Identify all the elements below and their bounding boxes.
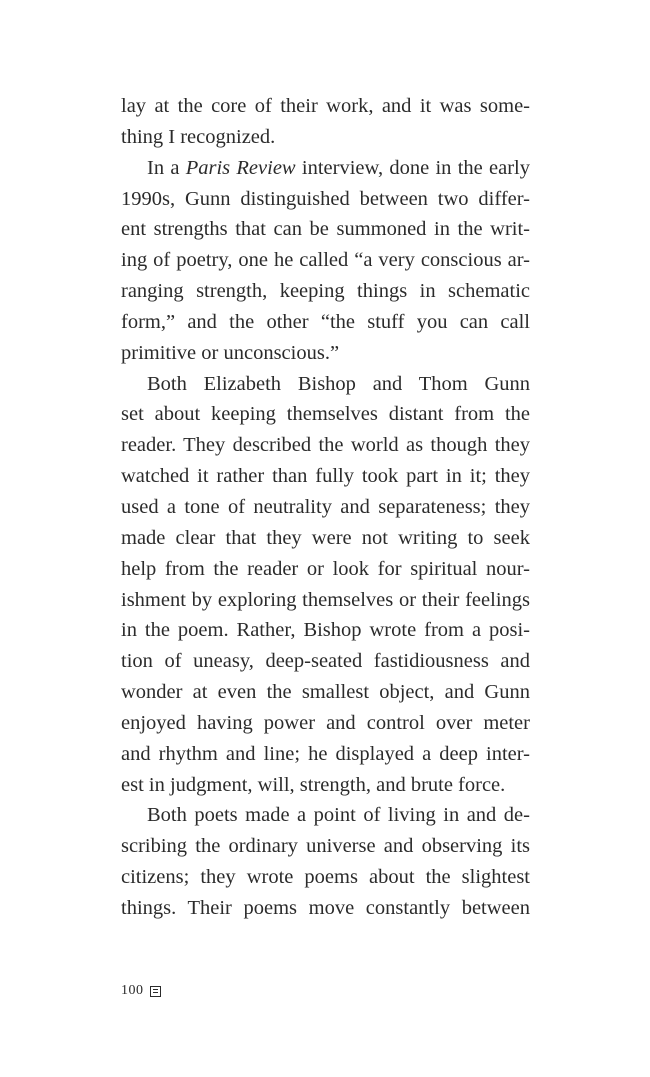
text-line: 1990s, Gunn distinguished between two differ- xyxy=(121,187,530,210)
page-footer xyxy=(121,981,161,1001)
text-line: ing of poetry, one he called “a very conscious ar- xyxy=(121,249,530,272)
text-line: scribing the ordinary universe and observing its xyxy=(121,835,530,858)
page-number: 100 xyxy=(121,983,144,998)
italic-title: Paris Review xyxy=(185,156,296,179)
text-line: made clear that they were not writing to seek xyxy=(121,526,530,549)
page-icon xyxy=(150,986,161,997)
text-line: wonder at even the smallest object, and Gunn xyxy=(121,681,530,704)
body-text xyxy=(121,91,530,924)
text-line: in the poem. Rather, Bishop wrote from a posi- xyxy=(121,619,530,642)
text-line: enjoyed having power and control over meter xyxy=(121,711,530,734)
text-line: est in judgment, will, strength, and brute force. xyxy=(121,773,506,796)
text-fragment: In a xyxy=(147,156,186,179)
text-line: ent strengths that can be summoned in the writ- xyxy=(121,218,530,241)
text-line: watched it rather than fully took part in it; they xyxy=(121,465,530,488)
text-line: reader. They described the world as though they xyxy=(121,434,530,457)
text-line: things. Their poems move constantly between xyxy=(121,896,530,919)
text-line: and rhythm and line; he displayed a deep inter- xyxy=(121,742,530,765)
text-line: form,” and the other “the stuff you can call xyxy=(121,310,530,333)
text-line: tion of uneasy, deep-seated fastidiousness and xyxy=(121,650,530,673)
text-line: primitive or unconscious.” xyxy=(121,341,340,364)
text-line: ranging strength, keeping things in schematic xyxy=(121,280,530,303)
text-line xyxy=(121,153,530,184)
text-line: Both poets made a point of living in and de- xyxy=(147,804,530,827)
text-line: Both Elizabeth Bishop and Thom Gunn xyxy=(147,372,530,395)
text-line: citizens; they wrote poems about the slightest xyxy=(121,866,530,889)
text-line: help from the reader or look for spiritual nour- xyxy=(121,557,530,580)
text-line: used a tone of neutrality and separateness; they xyxy=(121,495,530,518)
text-line: thing I recognized. xyxy=(121,125,276,148)
text-line: lay at the core of their work, and it was some- xyxy=(121,95,530,117)
text-line: ishment by exploring themselves or their feelings xyxy=(121,588,530,611)
text-line: set about keeping themselves distant from the xyxy=(121,403,530,426)
text-fragment: interview, done in the early xyxy=(295,156,530,179)
